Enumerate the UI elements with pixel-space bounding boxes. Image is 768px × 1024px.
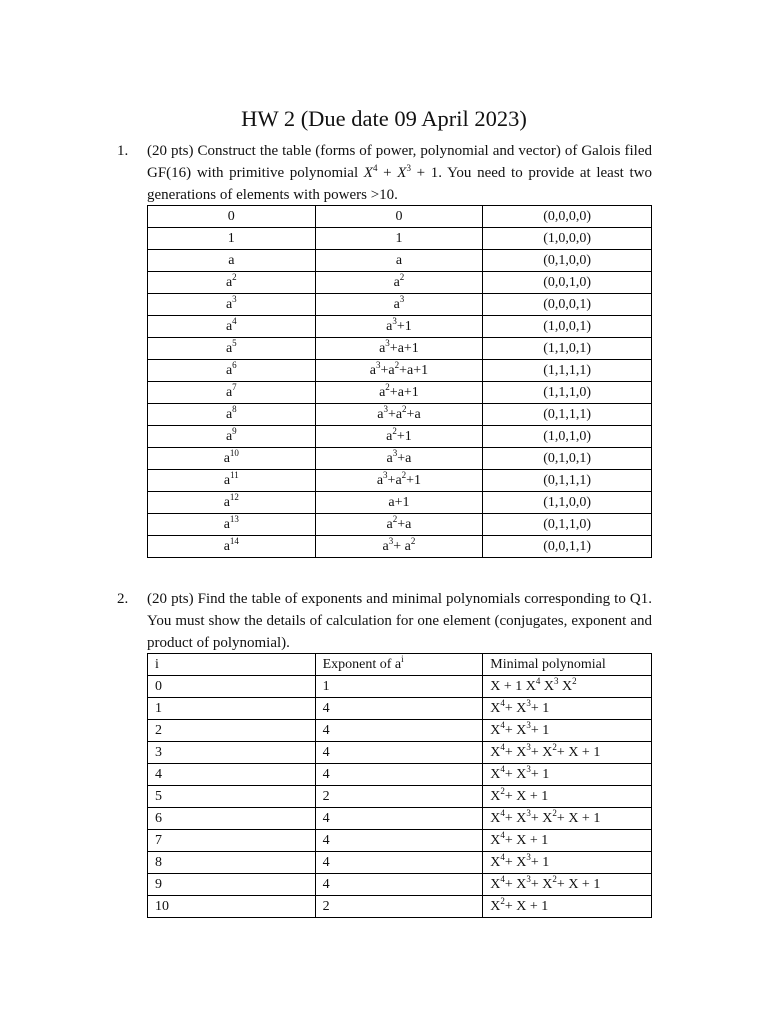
vector-form-cell: (1,0,1,0) bbox=[483, 426, 652, 448]
exponent-cell: 2 bbox=[315, 896, 483, 918]
table-row bbox=[148, 206, 652, 228]
polynomial-form-text: +1 bbox=[406, 473, 422, 488]
polynomial-form-text: +a bbox=[387, 407, 403, 422]
power-form-text: a bbox=[225, 429, 233, 444]
minimal-polynomial-text: + X bbox=[504, 723, 527, 738]
table-row bbox=[148, 492, 652, 514]
polynomial-form-cell bbox=[315, 536, 483, 558]
polynomial-form-text: +a bbox=[406, 407, 421, 422]
table-row bbox=[148, 698, 652, 720]
table-row bbox=[148, 536, 652, 558]
polynomial-form-cell bbox=[315, 294, 483, 316]
exponent-cell: 2 bbox=[315, 786, 483, 808]
minimal-polynomial-text: + 1 bbox=[530, 855, 550, 870]
column-header-text: Exponent of a bbox=[322, 657, 402, 672]
index-cell: 9 bbox=[148, 874, 316, 896]
question-2 bbox=[117, 588, 652, 654]
exponent-cell: 4 bbox=[315, 720, 483, 742]
power-form-cell bbox=[148, 338, 316, 360]
index-cell: 8 bbox=[148, 852, 316, 874]
vector-form-cell: (0,0,0,1) bbox=[483, 294, 652, 316]
question-1-text-b: + 1. You need to provide at least two generations of elements with powers >10. bbox=[147, 165, 652, 203]
table-row bbox=[148, 426, 652, 448]
power-form-cell bbox=[148, 404, 316, 426]
question-2-number: 2. bbox=[117, 591, 129, 607]
minimal-polynomial-exponent: 2 bbox=[500, 786, 505, 796]
polynomial-form-text: a bbox=[379, 385, 386, 400]
power-form-text: a bbox=[225, 363, 233, 378]
table-row bbox=[148, 294, 652, 316]
power-form-text: 0 bbox=[227, 209, 235, 224]
minimal-polynomial-text: X bbox=[558, 679, 573, 694]
minimal-polynomial-exponent: 3 bbox=[526, 852, 531, 862]
minimal-polynomial-exponent: 4 bbox=[500, 852, 505, 862]
power-form-exponent: 6 bbox=[232, 360, 237, 370]
index-cell: 3 bbox=[148, 742, 316, 764]
minimal-polynomial-text: X bbox=[540, 679, 555, 694]
power-form-exponent: 3 bbox=[232, 294, 237, 304]
polynomial-form-cell bbox=[315, 316, 483, 338]
minimal-polynomial-text: X bbox=[490, 745, 501, 760]
table-row bbox=[148, 382, 652, 404]
vector-form-cell: (1,1,1,0) bbox=[483, 382, 652, 404]
power-form-text: a bbox=[228, 253, 235, 268]
polynomial-form-exponent: 3 bbox=[388, 536, 394, 546]
table-row bbox=[148, 786, 652, 808]
table-row bbox=[148, 228, 652, 250]
table-row bbox=[148, 250, 652, 272]
minimal-polynomial-text: + X bbox=[530, 811, 553, 826]
table-row bbox=[148, 470, 652, 492]
power-form-text: a bbox=[225, 275, 233, 290]
polynomial-form-exponent: 3 bbox=[383, 404, 388, 414]
power-form-text: a bbox=[223, 473, 231, 488]
minimal-polynomial-text: + X bbox=[504, 877, 527, 892]
polynomial-form-text: +a bbox=[387, 473, 402, 488]
table-row bbox=[148, 742, 652, 764]
poly-exp1: 4 bbox=[372, 163, 378, 173]
vector-form-cell: (0,0,1,0) bbox=[483, 272, 652, 294]
table-row bbox=[148, 896, 652, 918]
power-form-exponent: 2 bbox=[232, 272, 237, 282]
power-form-cell bbox=[148, 492, 316, 514]
question-1-text bbox=[147, 140, 652, 206]
polynomial-form-text: 0 bbox=[395, 209, 403, 224]
minimal-polynomial-text: + X bbox=[504, 701, 527, 716]
minimal-polynomial-cell bbox=[483, 676, 652, 698]
minimal-polynomial-text: + 1 bbox=[530, 767, 550, 782]
polynomial-form-cell bbox=[315, 228, 483, 250]
polynomial-form-text: +a bbox=[380, 363, 395, 378]
polynomial-form-exponent: 3 bbox=[375, 360, 381, 370]
polynomial-form-text: a bbox=[376, 473, 384, 488]
polynomial-form-text: a bbox=[369, 363, 376, 378]
power-form-text: a bbox=[225, 341, 233, 356]
power-form-text: a bbox=[225, 297, 233, 312]
polynomial-form-exponent: 2 bbox=[385, 382, 390, 392]
power-form-text: a bbox=[225, 319, 233, 334]
power-form-exponent: 11 bbox=[230, 470, 239, 480]
exponent-cell: 4 bbox=[315, 874, 483, 896]
power-form-exponent: 14 bbox=[229, 536, 239, 546]
minimal-polynomial-text: X + 1 X bbox=[490, 679, 536, 694]
poly-plus: + bbox=[377, 165, 398, 181]
minimal-polynomial-cell bbox=[483, 852, 652, 874]
power-form-exponent: 8 bbox=[232, 404, 237, 414]
polynomial-form-exponent: 3 bbox=[399, 294, 405, 304]
vector-form-cell: (0,1,1,0) bbox=[483, 514, 652, 536]
polynomial-form-cell bbox=[315, 448, 483, 470]
minimal-polynomial-text: + X bbox=[504, 811, 527, 826]
minimal-polynomial-text: + X + 1 bbox=[556, 877, 601, 892]
exponent-cell: 4 bbox=[315, 830, 483, 852]
power-form-cell bbox=[148, 426, 316, 448]
column-header-exponent: i bbox=[401, 654, 404, 664]
minimal-polynomial-exponent: 4 bbox=[500, 830, 505, 840]
index-cell: 4 bbox=[148, 764, 316, 786]
polynomial-form-exponent: 3 bbox=[383, 470, 388, 480]
power-form-cell bbox=[148, 470, 316, 492]
vector-form-cell: (0,0,1,1) bbox=[483, 536, 652, 558]
exponent-cell: 4 bbox=[315, 742, 483, 764]
power-form-exponent: 5 bbox=[232, 338, 237, 348]
power-form-exponent: 13 bbox=[229, 514, 239, 524]
minimal-polynomial-cell bbox=[483, 764, 652, 786]
exponent-cell: 1 bbox=[315, 676, 483, 698]
minimal-polynomial-cell bbox=[483, 698, 652, 720]
polynomial-form-text: a bbox=[379, 341, 386, 356]
vector-form-cell: (1,1,0,1) bbox=[483, 338, 652, 360]
polynomial-form-exponent: 3 bbox=[385, 338, 390, 348]
polynomial-form-text: +a bbox=[397, 517, 412, 532]
minimal-polynomial-exponent: 4 bbox=[500, 698, 505, 708]
polynomial-form-cell bbox=[315, 382, 483, 404]
power-form-text: a bbox=[223, 495, 230, 510]
table-row bbox=[148, 448, 652, 470]
vector-form-cell: (1,1,1,1) bbox=[483, 360, 652, 382]
polynomial-form-text: +a+1 bbox=[389, 385, 419, 400]
polynomial-form-exponent: 2 bbox=[399, 272, 405, 282]
minimal-polynomial-text: + X + 1 bbox=[504, 789, 549, 804]
polynomial-form-cell bbox=[315, 514, 483, 536]
power-form-cell bbox=[148, 514, 316, 536]
power-form-exponent: 7 bbox=[232, 382, 237, 392]
polynomial-form-text: +a bbox=[397, 451, 412, 466]
index-cell: 1 bbox=[148, 698, 316, 720]
minimal-polynomial-exponent: 2 bbox=[500, 896, 505, 906]
minimal-polynomial-cell bbox=[483, 808, 652, 830]
polynomial-form-text: 1 bbox=[395, 231, 403, 246]
polynomial-form-text: a bbox=[393, 297, 400, 312]
minimal-polynomial-table bbox=[147, 653, 652, 918]
index-cell: 10 bbox=[148, 896, 316, 918]
vector-form-cell: (0,1,1,1) bbox=[483, 404, 652, 426]
minimal-polynomial-exponent: 4 bbox=[500, 874, 505, 884]
minimal-polynomial-exponent: 2 bbox=[552, 874, 557, 884]
polynomial-form-text: +1 bbox=[396, 429, 412, 444]
table-row bbox=[148, 316, 652, 338]
minimal-polynomial-text: + 1 bbox=[530, 723, 550, 738]
table-row bbox=[148, 338, 652, 360]
table-row bbox=[148, 808, 652, 830]
minimal-polynomial-text: X bbox=[490, 855, 501, 870]
poly-x1: X bbox=[363, 165, 373, 181]
vector-form-cell: (0,1,1,1) bbox=[483, 470, 652, 492]
minimal-polynomial-text: + X bbox=[530, 877, 553, 892]
minimal-polynomial-cell bbox=[483, 896, 652, 918]
minimal-polynomial-text: + X bbox=[504, 767, 527, 782]
minimal-polynomial-text: + X + 1 bbox=[504, 899, 549, 914]
table-header-row bbox=[148, 654, 652, 676]
minimal-polynomial-text: + X bbox=[504, 855, 527, 870]
polynomial-form-text: a bbox=[386, 429, 393, 444]
index-cell: 5 bbox=[148, 786, 316, 808]
minimal-polynomial-cell bbox=[483, 720, 652, 742]
minimal-polynomial-exponent: 2 bbox=[572, 676, 577, 686]
table-row bbox=[148, 764, 652, 786]
power-form-text: 1 bbox=[227, 231, 235, 246]
polynomial-form-text: a bbox=[386, 451, 393, 466]
vector-form-cell: (1,1,0,0) bbox=[483, 492, 652, 514]
minimal-polynomial-exponent: 4 bbox=[535, 676, 541, 686]
minimal-polynomial-text: + X + 1 bbox=[556, 745, 601, 760]
column-header-text: Minimal polynomial bbox=[490, 657, 606, 672]
polynomial-form-exponent: 2 bbox=[392, 514, 398, 524]
minimal-polynomial-text: X bbox=[490, 701, 501, 716]
polynomial-form-cell bbox=[315, 338, 483, 360]
minimal-polynomial-text: X bbox=[490, 723, 501, 738]
exponent-cell: 4 bbox=[315, 808, 483, 830]
poly-x2: X bbox=[397, 165, 407, 181]
polynomial-form-cell bbox=[315, 426, 483, 448]
table-row bbox=[148, 720, 652, 742]
exponent-cell: 4 bbox=[315, 698, 483, 720]
polynomial-form-exponent: 2 bbox=[410, 536, 416, 546]
table-row bbox=[148, 874, 652, 896]
minimal-polynomial-text: + X + 1 bbox=[556, 811, 601, 826]
polynomial-form-text: a bbox=[386, 517, 393, 532]
polynomial-form-text: a bbox=[395, 253, 403, 268]
vector-form-cell: (0,0,0,0) bbox=[483, 206, 652, 228]
table-row bbox=[148, 852, 652, 874]
power-form-cell bbox=[148, 448, 316, 470]
table-row bbox=[148, 830, 652, 852]
polynomial-form-text: +1 bbox=[396, 319, 412, 334]
minimal-polynomial-exponent: 3 bbox=[526, 808, 531, 818]
table-row bbox=[148, 514, 652, 536]
minimal-polynomial-cell bbox=[483, 742, 652, 764]
power-form-text: a bbox=[223, 451, 230, 466]
power-form-text: a bbox=[225, 385, 233, 400]
minimal-polynomial-cell bbox=[483, 874, 652, 896]
power-form-exponent: 9 bbox=[232, 426, 237, 436]
question-1-text-a: (20 pts) Construct the table (forms of power, polynomial and vector) of Galois filed GF(16) with primitive polynomial bbox=[147, 143, 652, 181]
polynomial-form-exponent: 3 bbox=[392, 448, 398, 458]
power-form-cell bbox=[148, 206, 316, 228]
column-header bbox=[315, 654, 483, 676]
poly-exp2: 3 bbox=[406, 163, 411, 173]
polynomial-form-text: +a+1 bbox=[399, 363, 429, 378]
power-form-cell bbox=[148, 272, 316, 294]
galois-field-table bbox=[147, 205, 652, 558]
minimal-polynomial-exponent: 2 bbox=[552, 742, 557, 752]
polynomial-form-text: +a+1 bbox=[389, 341, 419, 356]
minimal-polynomial-exponent: 3 bbox=[526, 874, 531, 884]
polynomial-form-text: a bbox=[377, 407, 384, 422]
power-form-exponent: 4 bbox=[232, 316, 237, 326]
minimal-polynomial-exponent: 3 bbox=[554, 676, 559, 686]
power-form-cell bbox=[148, 316, 316, 338]
table-row bbox=[148, 404, 652, 426]
minimal-polynomial-text: X bbox=[490, 789, 501, 804]
minimal-polynomial-text: X bbox=[490, 877, 501, 892]
minimal-polynomial-exponent: 4 bbox=[500, 742, 505, 752]
polynomial-form-exponent: 3 bbox=[392, 316, 397, 326]
polynomial-form-cell bbox=[315, 404, 483, 426]
polynomial-form-cell bbox=[315, 250, 483, 272]
polynomial-form-exponent: 2 bbox=[401, 470, 407, 480]
index-cell: 2 bbox=[148, 720, 316, 742]
power-form-exponent: 10 bbox=[229, 448, 239, 458]
question-2-text: (20 pts) Find the table of exponents and minimal polynomials corresponding to Q1. You must show the details of calculation for one element (conjugates, exponent and product of polynomial). bbox=[147, 591, 652, 651]
exponent-cell: 4 bbox=[315, 764, 483, 786]
polynomial-form-cell bbox=[315, 272, 483, 294]
index-cell: 7 bbox=[148, 830, 316, 852]
minimal-polynomial-text: + X bbox=[530, 745, 553, 760]
table-row bbox=[148, 676, 652, 698]
question-1 bbox=[117, 140, 652, 206]
power-form-exponent: 12 bbox=[229, 492, 239, 502]
vector-form-cell: (0,1,0,1) bbox=[483, 448, 652, 470]
power-form-cell bbox=[148, 536, 316, 558]
polynomial-form-cell bbox=[315, 360, 483, 382]
polynomial-form-cell bbox=[315, 206, 483, 228]
table-row bbox=[148, 272, 652, 294]
power-form-cell bbox=[148, 382, 316, 404]
minimal-polynomial-exponent: 2 bbox=[552, 808, 557, 818]
vector-form-cell: (0,1,0,0) bbox=[483, 250, 652, 272]
minimal-polynomial-exponent: 3 bbox=[526, 698, 531, 708]
index-cell: 0 bbox=[148, 676, 316, 698]
minimal-polynomial-text: X bbox=[490, 833, 501, 848]
polynomial-form-text: a+1 bbox=[388, 495, 410, 510]
minimal-polynomial-text: + X + 1 bbox=[504, 833, 549, 848]
polynomial-form-exponent: 2 bbox=[392, 426, 397, 436]
polynomial-form-text: a bbox=[393, 275, 400, 290]
vector-form-cell: (1,0,0,0) bbox=[483, 228, 652, 250]
minimal-polynomial-exponent: 3 bbox=[526, 742, 531, 752]
page-title: HW 2 (Due date 09 April 2023) bbox=[241, 106, 527, 131]
minimal-polynomial-text: + X bbox=[504, 745, 527, 760]
column-header bbox=[483, 654, 652, 676]
index-cell: 6 bbox=[148, 808, 316, 830]
minimal-polynomial-text: + 1 bbox=[530, 701, 550, 716]
table-row bbox=[148, 360, 652, 382]
polynomial-form-text: + a bbox=[393, 539, 411, 554]
power-form-text: a bbox=[225, 407, 233, 422]
minimal-polynomial-cell bbox=[483, 786, 652, 808]
minimal-polynomial-text: X bbox=[490, 899, 501, 914]
minimal-polynomial-cell bbox=[483, 830, 652, 852]
column-header bbox=[148, 654, 316, 676]
minimal-polynomial-exponent: 3 bbox=[526, 764, 531, 774]
minimal-polynomial-text: X bbox=[490, 811, 501, 826]
power-form-text: a bbox=[223, 539, 230, 554]
minimal-polynomial-exponent: 4 bbox=[500, 764, 505, 774]
power-form-cell bbox=[148, 294, 316, 316]
minimal-polynomial-exponent: 3 bbox=[526, 720, 531, 730]
power-form-text: a bbox=[223, 517, 230, 532]
vector-form-cell: (1,0,0,1) bbox=[483, 316, 652, 338]
minimal-polynomial-text: X bbox=[490, 767, 501, 782]
minimal-polynomial-exponent: 4 bbox=[500, 720, 505, 730]
exponent-cell: 4 bbox=[315, 852, 483, 874]
power-form-cell bbox=[148, 228, 316, 250]
question-1-number: 1. bbox=[117, 143, 129, 159]
power-form-cell bbox=[148, 250, 316, 272]
polynomial-form-cell bbox=[315, 470, 483, 492]
column-header-text: i bbox=[155, 657, 159, 672]
polynomial-form-text: a bbox=[386, 319, 393, 334]
power-form-cell bbox=[148, 360, 316, 382]
polynomial-form-exponent: 2 bbox=[394, 360, 400, 370]
polynomial-form-exponent: 2 bbox=[402, 404, 407, 414]
polynomial-form-text: a bbox=[382, 539, 389, 554]
polynomial-form-cell bbox=[315, 492, 483, 514]
minimal-polynomial-exponent: 4 bbox=[500, 808, 505, 818]
